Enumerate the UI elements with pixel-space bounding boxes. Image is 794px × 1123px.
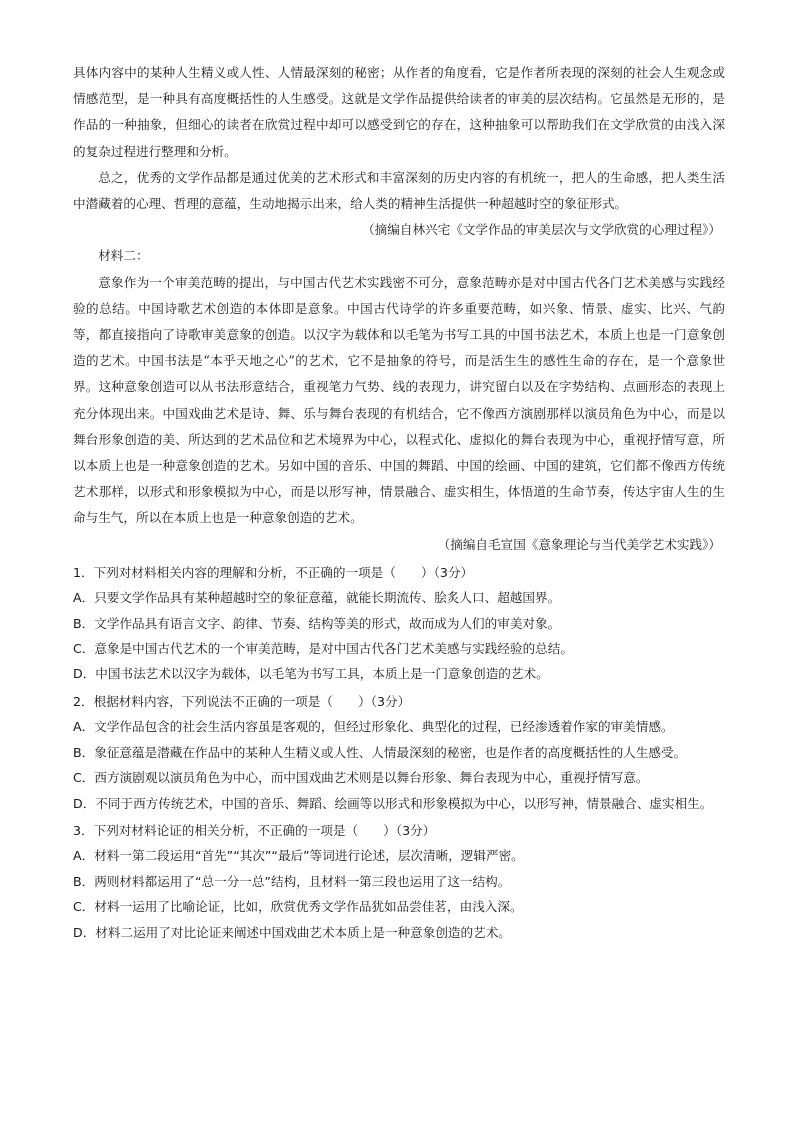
material2-source: （摘编自毛宣国《意象理论与当代美学艺术实践》） <box>437 536 721 552</box>
material1-source: （摘编自林兴宅《文学作品的审美层次与文学欣赏的心理过程》） <box>362 222 721 238</box>
option-b[interactable]: B．象征意蕴是潜藏在作品中的某种人生精义或人性、人情最深刻的秘密，也是作者的高度概括性的人生感受。 <box>73 744 687 760</box>
option-c[interactable]: C．西方演剧观以演员角色为中心，而中国戏曲艺术则是以舞台形象、舞台表现为中心，重视抒情写意。 <box>73 770 649 786</box>
option-a[interactable]: A．材料一第二段运用“首先”“其次”“最后”等词进行论述，层次清晰，逻辑严密。 <box>73 848 524 864</box>
question-stem: 3．下列对材料论证的相关分析，不正确的一项是（ ）（3分） <box>73 822 436 838</box>
question-stem: 2．根据材料内容，下列说法不正确的一项是（ ）（3分） <box>73 693 411 709</box>
option-c[interactable]: C．意象是中国古代艺术的一个审美范畴，是对中国古代各门艺术美感与实践经验的总结。 <box>73 641 573 657</box>
question-3 <box>73 818 725 945</box>
option-b[interactable]: B．两则材料都运用了“总一分一总”结构，且材料一第三段也运用了这一结构。 <box>73 873 511 889</box>
material1-continued-paragraph: 具体内容中的某种人生精义或人性、人情最深刻的秘密；从作者的角度看，它是作者所表现的深刻的社会人生观念或情感范型，是一种具有高度概括性的人生感受。这就是文学作品提供给读者的审美的层次结构。它虽然是无形的，是作品的一种抽象，但细心的读者在欣赏过程中却可以感受到它的存在，这种抽象可以帮助我们在文学欣赏的由浅入深的复杂过程进行整理和分析。 <box>73 65 725 159</box>
question-1 <box>73 560 725 687</box>
option-c[interactable]: C．材料一运用了比喻论证，比如，欣赏优秀文学作品犹如品尝佳茗，由浅入深。 <box>73 899 523 915</box>
option-d[interactable]: D．不同于西方传统艺术，中国的音乐、舞蹈、绘画等以形式和形象模拟为中心，以形写神，情景融合、虚实相生。 <box>73 795 713 811</box>
option-b[interactable]: B．文学作品具有语言文字、韵律、节奏、结构等美的形式，故而成为人们的审美对象。 <box>73 615 561 631</box>
material2-label: 材料二： <box>98 248 149 264</box>
material1-summary-paragraph: 总之，优秀的文学作品都是通过优美的艺术形式和丰富深刻的历史内容的有机统一，把人的生命感，把人类生活中潜藏着的心理、哲理的意蕴，生动地揭示出来，给人类的精神生活提供一种超越时空的象征形式。 <box>73 169 725 212</box>
question-2 <box>73 689 725 816</box>
exam-page <box>73 60 725 945</box>
option-d[interactable]: D．材料二运用了对比论证来阐述中国戏曲艺术本质上是一种意象创造的艺术。 <box>73 924 511 940</box>
question-stem: 1．下列对材料相关内容的理解和分析，不正确的一项是（ ）（3分） <box>73 564 474 580</box>
material2-paragraph: 意象作为一个审美范畴的提出，与中国古代艺术实践密不可分，意象范畴亦是对中国古代各门艺术美感与实践经验的总结。中国诗歌艺术创造的本体即是意象。中国古代诗学的许多重要范畴，如兴象、情景、虚实、比兴、气韵等，都直接指向了诗歌审美意象的创造。以汉字为载体和以毛笔为书写工具的中国书法艺术，本质上也是一门意象创造的艺术。中国书法是“本乎天地之心”的艺术，它不是抽象的符号，而是活生生的感性生命的存在，是一个意象世界。这种意象创造可以从书法形意结合，重视笔力气势、线的表现力，讲究留白以及在字势结构、点画形态的表现上充分体现出来。中国戏曲艺术是诗、舞、乐与舞台表现的有机结合，它不像西方演剧那样以演员角色为中心，而是以舞台形象创造的美、所达到的艺术品位和艺术境界为中心，以程式化、虚拟化的舞台表现为中心，重视抒情写意，所以本质上也是一种意象创造的艺术。另如中国的音乐、中国的舞蹈、中国的绘画、中国的建筑，它们都不像西方传统艺术那样，以形式和形象模拟为中心，而是以形写神，情景融合、虚实相生，体悟道的生命节奏，传达宇宙人生的生命与生气，所以在本质上也是一种意象创造的艺术。 <box>73 274 725 526</box>
option-d[interactable]: D．中国书法艺术以汉字为载体，以毛笔为书写工具，本质上是一门意象创造的艺术。 <box>73 666 549 682</box>
option-a[interactable]: A．只要文学作品具有某种超越时空的象征意蕴，就能长期流传、脍炙人口、超越国界。 <box>73 590 561 606</box>
option-a[interactable]: A．文学作品包含的社会生活内容虽是客观的，但经过形象化、典型化的过程，已经渗透着作家的审美情感。 <box>73 719 674 735</box>
